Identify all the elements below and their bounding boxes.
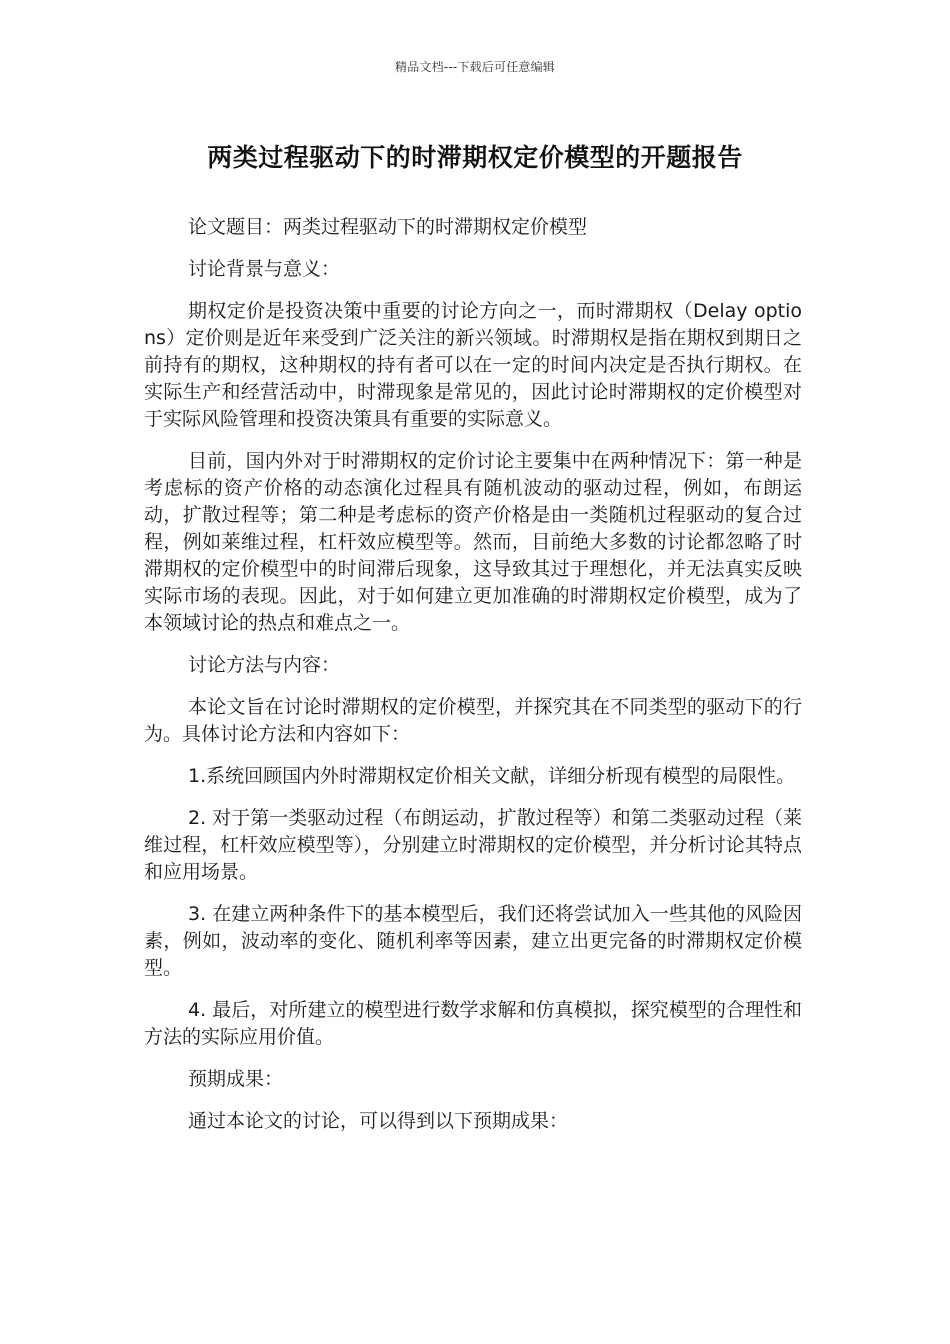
- list-item-method-2: 2. 对于第一类驱动过程（布朗运动，扩散过程等）和第二类驱动过程（莱维过程，杠杆效应模型等），分别建立时滞期权的定价模型，并分析讨论其特点和应用场景。: [144, 807, 802, 883]
- paragraph-methods-intro: 本论文旨在讨论时滞期权的定价模型，并探究其在不同类型的驱动下的行为。具体讨论方法和内容如下：: [144, 696, 802, 745]
- paragraph-background-2: 目前，国内外对于时滞期权的定价讨论主要集中在两种情况下：第一种是考虑标的资产价格的动态演化过程具有随机波动的驱动过程，例如，布朗运动，扩散过程等；第二种是考虑标的资产价格是由一类随机过程驱动的复合过程，例如莱维过程，杠杆效应模型等。然而，目前绝大多数的讨论都忽略了时滞期权的定价模型中的时间滞后现象，这导致其过于理想化，并无法真实反映实际市场的表现。因此，对于如何建立更加准确的时滞期权定价模型，成为了本领域讨论的热点和难点之一。: [144, 450, 802, 634]
- section-heading-expected-results: 预期成果：: [188, 1068, 284, 1090]
- section-heading-background: 讨论背景与意义：: [188, 258, 341, 280]
- list-item-method-1: 1.系统回顾国内外时滞期权定价相关文献，详细分析现有模型的局限性。: [188, 765, 796, 787]
- list-item-method-4: 4. 最后，对所建立的模型进行数学求解和仿真模拟，探究模型的合理性和方法的实际应用价值。: [144, 999, 802, 1048]
- document-body: [144, 214, 802, 1150]
- list-item-method-3: 3. 在建立两种条件下的基本模型后，我们还将尝试加入一些其他的风险因素，例如，波动率的变化、随机利率等因素，建立出更完备的时滞期权定价模型。: [144, 903, 802, 979]
- paragraph-background-1: 期权定价是投资决策中重要的讨论方向之一，而时滞期权（Delay options）定价则是近年来受到广泛关注的新兴领域。时滞期权是指在期权到期日之前持有的期权，这种期权的持有者可以在一定的时间内决定是否执行期权。在实际生产和经营活动中，时滞现象是常见的，因此讨论时滞期权的定价模型对于实际风险管理和投资决策具有重要的实际意义。: [144, 300, 802, 430]
- paragraph-expected-results-intro: 通过本论文的讨论，可以得到以下预期成果：: [188, 1110, 569, 1132]
- document-title: 两类过程驱动下的时滞期权定价模型的开题报告: [207, 143, 743, 172]
- paragraph-thesis-title: 论文题目：两类过程驱动下的时滞期权定价模型: [188, 216, 588, 238]
- header-note: 精品文档---下载后可任意编辑: [395, 60, 555, 74]
- section-heading-methods: 讨论方法与内容：: [188, 654, 341, 676]
